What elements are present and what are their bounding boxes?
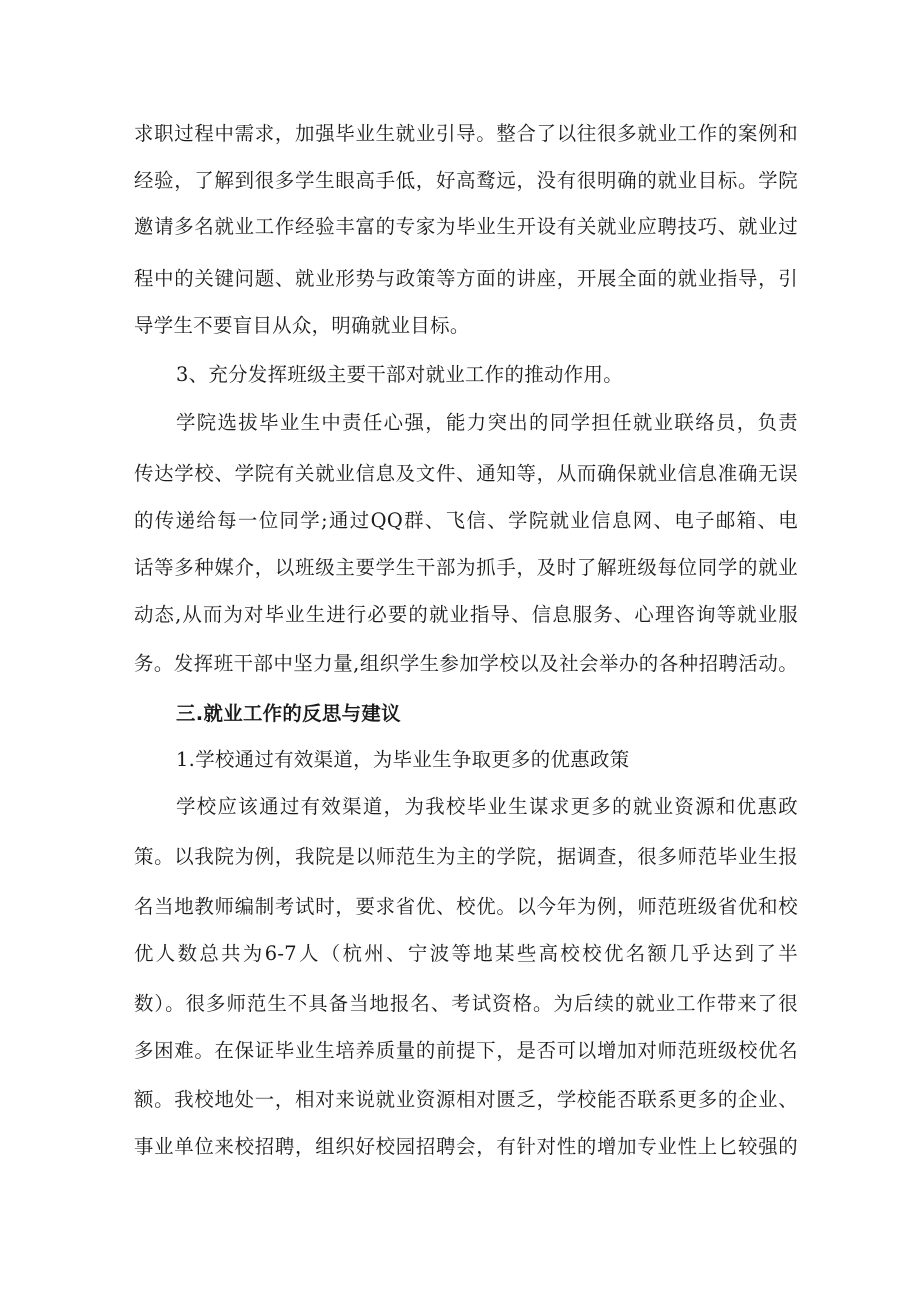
paragraph-line: 额。我校地处一，相对来说就业资源相对匮乏，学校能否联系更多的企业、: [134, 1088, 798, 1111]
paragraph-line: 邀请多名就业工作经验丰富的专家为毕业生开设有关就业应聘技巧、就业过: [134, 215, 798, 238]
paragraph-line: 经验，了解到很多学生眼高手低，好高鹜远，没有很明确的就业目标。学院: [134, 169, 798, 192]
paragraph-line: 导学生不要盲目从众，明确就业目标。: [134, 314, 470, 337]
paragraph-line: 名当地教师编制考试时，要求省优、校优。以今年为例，师范班级省优和校: [134, 895, 798, 918]
paragraph-line: 传达学校、学院有关就业信息及文件、通知等，从而确保就业信息准确无误: [134, 462, 798, 485]
section-item-3: 3、充分发挥班级主要干部对就业工作的推动作用。: [176, 363, 623, 386]
paragraph-line: 程中的关键问题、就业形势与政策等方面的讲座，开展全面的就业指导，引: [134, 267, 798, 290]
subsection-heading: 1.学校通过有效渠道，为毕业生争取更多的优惠政策: [176, 748, 630, 771]
paragraph-line: 的传递给每一位同学;通过QQ群、飞信、学院就业信息网、电子邮箱、电: [134, 509, 798, 532]
paragraph-line: 学校应该通过有效渠道，为我校毕业生谋求更多的就业资源和优惠政: [176, 795, 798, 818]
paragraph-line: 优人数总共为6-7人（杭州、宁波等地某些高校校优名额几乎达到了半: [134, 942, 798, 965]
paragraph-line: 动态,从而为对毕业生进行必要的就业指导、信息服务、心理咨询等就业服: [134, 603, 798, 626]
paragraph-line: 数）。很多师范生不具备当地报名、考试资格。为后续的就业工作带来了很: [134, 992, 798, 1015]
paragraph-line: 策。以我院为例，我院是以师范生为主的学院，据调查，很多师范毕业生报: [134, 845, 798, 868]
paragraph-line: 话等多种媒介，以班级主要学生干部为抓手，及时了解班级每位同学的就业: [134, 556, 798, 579]
section-heading: 三.就业工作的反思与建议: [176, 702, 401, 725]
paragraph-line: 学院选拔毕业生中责任心强，能力突出的同学担任就业联络员，负责: [176, 411, 798, 434]
paragraph-line: 事业单位来校招聘，组织好校园招聘会，有针对性的增加专业性上匕较强的: [134, 1135, 798, 1158]
paragraph-line: 求职过程中需求，加强毕业生就业引导。整合了以往很多就业工作的案例和: [134, 122, 798, 145]
paragraph-line: 务。发挥班干部中坚力量,组织学生参加学校以及社会举办的各种招聘活动。: [134, 652, 798, 675]
paragraph-line: 多困难。在保证毕业生培养质量的前提下，是否可以增加对师范班级校优名: [134, 1039, 798, 1062]
